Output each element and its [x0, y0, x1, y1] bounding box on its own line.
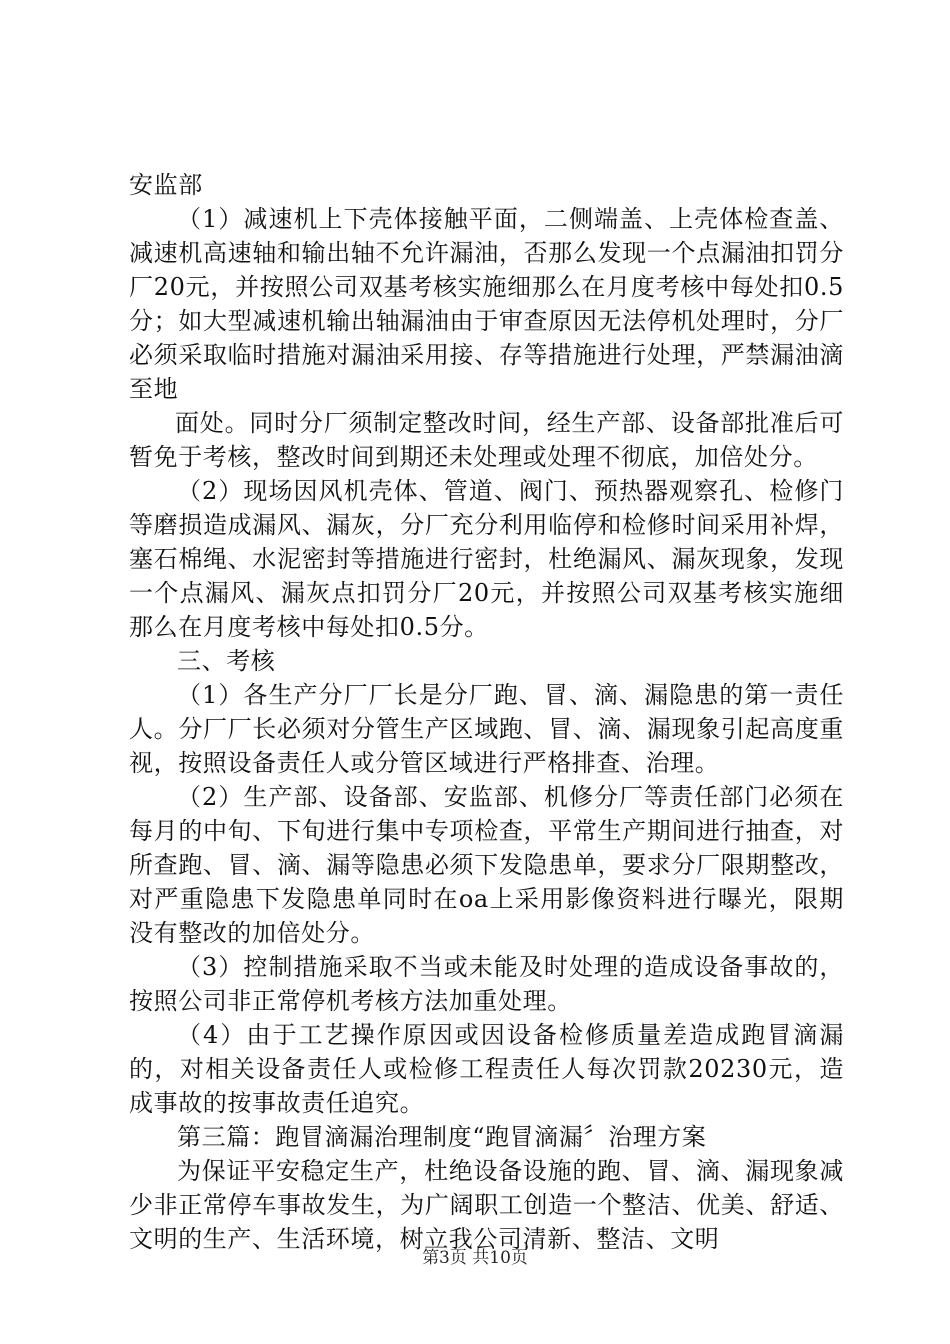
paragraph-intro: 为保证平安稳定生产，杜绝设备设施的跑、冒、滴、漏现象减少非正常停车事故发生，为广阔职工创造一个整洁、优美、舒适、文明的生产、生活环境，树立我公司清新、整洁、文明	[129, 1157, 844, 1253]
chapter-heading-three: 第三篇：跑冒滴漏治理制度“跑冒滴漏〞治理方案	[177, 1123, 707, 1151]
paragraph-assessment-4: （4）由于工艺操作原因或因设备检修质量差造成跑冒滴漏的，对相关设备责任人或检修工程责任人每次罚款20230元，造成事故的按事故责任追究。	[129, 1021, 844, 1117]
paragraph-assessment-1: （1）各生产分厂厂长是分厂跑、冒、滴、漏隐患的第一责任人。分厂厂长必须对分管生产区域跑、冒、滴、漏现象引起高度重视，按照设备责任人或分管区域进行严格排查、治理。	[129, 681, 844, 777]
paragraph-assessment-3: （3）控制措施采取不当或未能及时处理的造成设备事故的，按照公司非正常停机考核方法加重处理。	[129, 953, 844, 1015]
paragraph-item-1: （1）减速机上下壳体接触平面，二侧端盖、上壳体检查盖、减速机高速轴和输出轴不允许漏油，否那么发现一个点漏油扣罚分厂20元，并按照公司双基考核实施细那么在月度考核中每处扣0.5分；如大型减速机输出轴漏油由于审查原因无法停机处理时，分厂必须采取临时措施对漏油采用接、存等措施进行处理，严禁漏油滴至地	[129, 205, 844, 403]
paragraph-department: 安监部	[129, 171, 203, 199]
paragraph-item-1-continued: 面处。同时分厂须制定整改时间，经生产部、设备部批准后可暂免于考核，整改时间到期还未处理或处理不彻底，加倍处分。	[129, 409, 844, 471]
document-body	[129, 168, 844, 1256]
section-heading-assessment: 三、考核	[177, 647, 276, 675]
paragraph-item-2: （2）现场因风机壳体、管道、阀门、预热器观察孔、检修门等磨损造成漏风、漏灰，分厂充分利用临停和检修时间采用补焊，塞石棉绳、水泥密封等措施进行密封，杜绝漏风、漏灰现象，发现一个点漏风、漏灰点扣罚分厂20元，并按照公司双基考核实施细那么在月度考核中每处扣0.5分。	[129, 477, 844, 641]
paragraph-assessment-2: （2）生产部、设备部、安监部、机修分厂等责任部门必须在每月的中旬、下旬进行集中专项检查，平常生产期间进行抽查，对所查跑、冒、滴、漏等隐患必须下发隐患单，要求分厂限期整改，对严重隐患下发隐患单同时在oa上采用影像资料进行曝光，限期没有整改的加倍处分。	[129, 783, 844, 947]
page-number-footer: 第3页 共10页	[422, 1248, 528, 1268]
